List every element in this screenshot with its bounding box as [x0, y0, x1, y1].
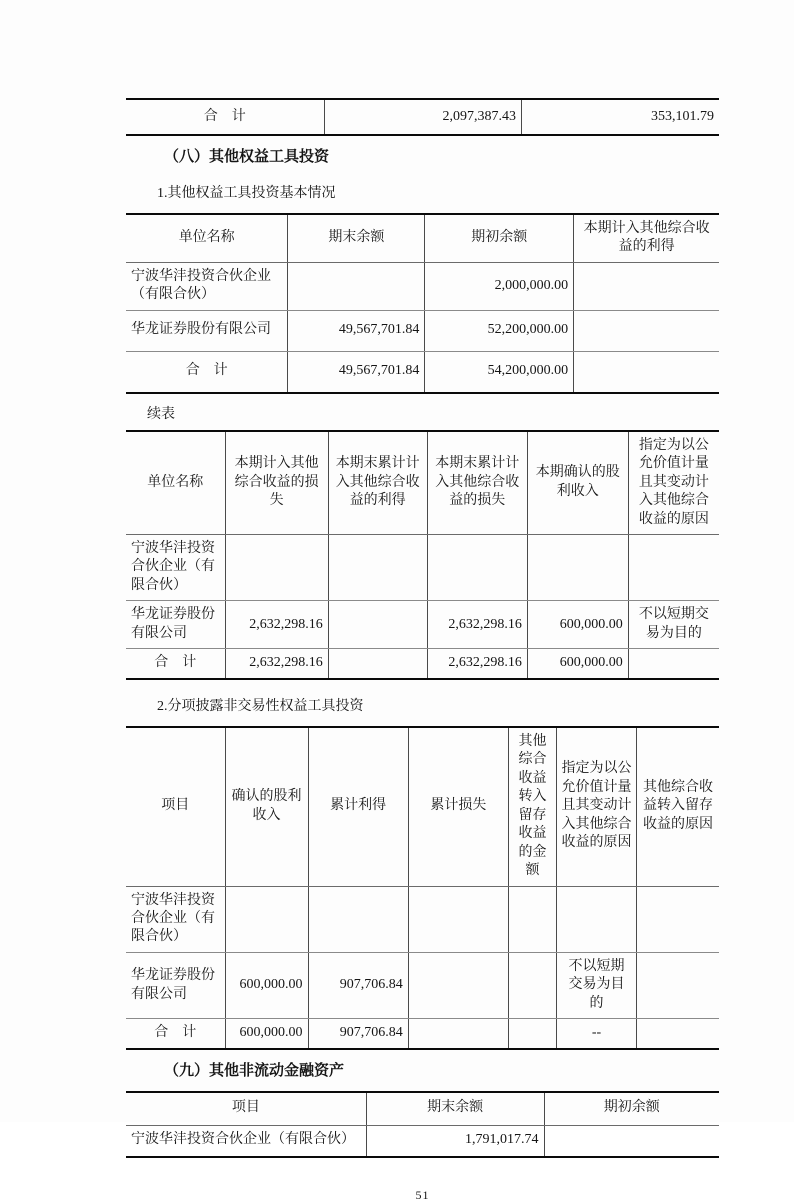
table-cell: 合 计 — [126, 649, 225, 679]
table-cell: 不以短期交易为目的 — [628, 601, 719, 649]
column-header: 其他综合收益转入留存收益的金额 — [508, 727, 556, 886]
table-cell: -- — [556, 1019, 636, 1049]
table-cell: 2,000,000.00 — [425, 262, 574, 310]
table-cell: 华龙证券股份有限公司 — [126, 310, 288, 351]
table-row — [126, 310, 719, 351]
equity-investment-basic-table — [126, 213, 719, 394]
table-row — [126, 1019, 719, 1049]
table-cell: 不以短期交易为目的 — [556, 952, 636, 1018]
column-header: 本期计入其他综合收益的利得 — [574, 214, 719, 262]
table-cell — [408, 952, 508, 1018]
table-cell: 宁波华沣投资合伙企业（有限合伙） — [126, 262, 288, 310]
table-cell: 49,567,701.84 — [288, 310, 425, 351]
column-header: 指定为以公允价值计量且其变动计入其他综合收益的原因 — [556, 727, 636, 886]
column-header: 累计损失 — [408, 727, 508, 886]
table-cell — [637, 1019, 719, 1049]
table-row — [126, 534, 719, 600]
table-cell — [527, 534, 628, 600]
column-header: 本期计入其他综合收益的损失 — [225, 431, 328, 535]
column-header: 指定为以公允价值计量且其变动计入其他综合收益的原因 — [628, 431, 719, 535]
table-cell — [508, 952, 556, 1018]
column-header: 确认的股利收入 — [225, 727, 308, 886]
table-cell: 907,706.84 — [308, 1019, 408, 1049]
column-header: 期末余额 — [366, 1092, 544, 1126]
table-row — [126, 649, 719, 679]
column-header: 期初余额 — [544, 1092, 719, 1126]
page-number: 51 — [415, 1187, 430, 1202]
table-cell: 49,567,701.84 — [288, 351, 425, 393]
table-cell — [225, 886, 308, 952]
table-cell — [408, 886, 508, 952]
table-cell: 600,000.00 — [527, 649, 628, 679]
table-cell: 宁波华沣投资合伙企业（有限合伙） — [126, 886, 225, 952]
table-cell: 2,632,298.16 — [427, 649, 527, 679]
table-row — [126, 601, 719, 649]
page-content — [126, 98, 719, 1203]
table-cell — [508, 1019, 556, 1049]
table-cell — [544, 1125, 719, 1157]
section-8-heading: （八）其他权益工具投资 — [164, 149, 330, 165]
continued-table-label: 续表 — [147, 406, 175, 422]
column-header: 本期末累计计入其他综合收益的损失 — [427, 431, 527, 535]
column-header: 期初余额 — [425, 214, 574, 262]
column-header: 项目 — [126, 1092, 366, 1126]
table-row — [126, 886, 719, 952]
table-cell: 600,000.00 — [225, 1019, 308, 1049]
table-cell — [628, 534, 719, 600]
table-row — [126, 262, 719, 310]
table-cell: 2,097,387.43 — [324, 99, 521, 135]
column-header: 期末余额 — [288, 214, 425, 262]
table-header-row — [126, 727, 719, 886]
table-cell — [556, 886, 636, 952]
table-cell — [225, 534, 328, 600]
table-cell — [574, 351, 719, 393]
table-cell — [408, 1019, 508, 1049]
table-cell: 合 计 — [126, 351, 288, 393]
table-header-row — [126, 431, 719, 535]
table-cell: 600,000.00 — [225, 952, 308, 1018]
table-cell: 华龙证券股份有限公司 — [126, 601, 225, 649]
table-cell — [637, 952, 719, 1018]
table-cell — [328, 601, 427, 649]
table-row — [126, 952, 719, 1018]
column-header: 本期确认的股利收入 — [527, 431, 628, 535]
table-cell: 宁波华沣投资合伙企业（有限合伙） — [126, 1125, 366, 1157]
table-cell — [508, 886, 556, 952]
section-9-heading: （九）其他非流动金融资产 — [164, 1062, 345, 1079]
column-header: 其他综合收益转入留存收益的原因 — [637, 727, 719, 886]
other-noncurrent-financial-assets-table — [126, 1091, 719, 1158]
table-cell: 2,632,298.16 — [225, 601, 328, 649]
table-cell — [328, 534, 427, 600]
table-cell: 合 计 — [126, 99, 324, 135]
subsection-2-title: 2.分项披露非交易性权益工具投资 — [157, 698, 364, 714]
table-cell — [574, 310, 719, 351]
table-cell: 353,101.79 — [651, 108, 714, 124]
table-cell — [574, 262, 719, 310]
table-cell: 2,632,298.16 — [427, 601, 527, 649]
subsection-1-title: 1.其他权益工具投资基本情况 — [157, 185, 336, 201]
column-header: 项目 — [126, 727, 225, 886]
table-row — [126, 1125, 719, 1157]
table-cell — [328, 649, 427, 679]
table-cell — [628, 649, 719, 679]
table-cell: 600,000.00 — [527, 601, 628, 649]
table-header-row — [126, 214, 719, 262]
table-row — [126, 99, 719, 135]
table-cell: 907,706.84 — [308, 952, 408, 1018]
table-cell: 合 计 — [126, 1019, 225, 1049]
column-header: 累计利得 — [308, 727, 408, 886]
table-cell: 华龙证券股份有限公司 — [126, 952, 225, 1018]
table-cell: 2,632,298.16 — [225, 649, 328, 679]
equity-investment-continued-table — [126, 430, 719, 680]
column-header: 单位名称 — [126, 214, 288, 262]
table-cell: 54,200,000.00 — [425, 351, 574, 393]
column-header: 单位名称 — [126, 431, 225, 535]
table-cell: 1,791,017.74 — [366, 1125, 544, 1157]
table-cell — [308, 886, 408, 952]
carryover-total-table — [126, 98, 719, 136]
table-cell: 52,200,000.00 — [425, 310, 574, 351]
column-header: 本期末累计计入其他综合收益的利得 — [328, 431, 427, 535]
table-cell — [427, 534, 527, 600]
table-cell: 宁波华沣投资合伙企业（有限合伙） — [126, 534, 225, 600]
table-row — [126, 351, 719, 393]
non-trading-equity-detail-table — [126, 726, 719, 1050]
table-header-row — [126, 1092, 719, 1126]
table-cell — [637, 886, 719, 952]
table-cell — [288, 262, 425, 310]
